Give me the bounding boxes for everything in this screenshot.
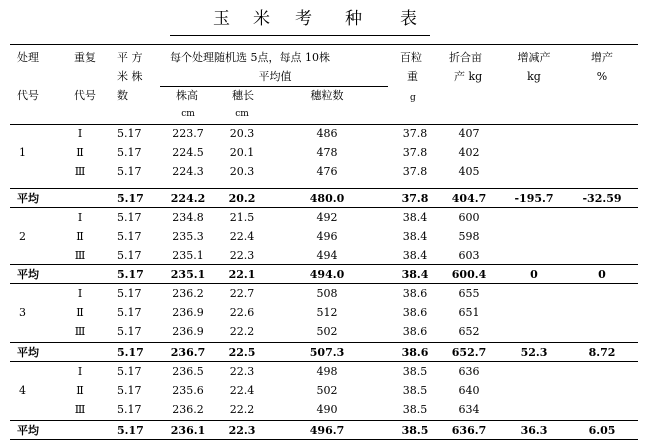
cell-rep: Ⅱ — [76, 384, 84, 397]
cell-kernels: 512 — [316, 306, 338, 319]
cell-kernels: 486 — [316, 127, 338, 140]
cell-kernels: 478 — [316, 146, 338, 159]
average-label: 平均 — [17, 424, 39, 437]
average-kernels: 507.3 — [309, 346, 345, 359]
cell-weight: 38.4 — [402, 230, 428, 243]
average-height: 235.1 — [170, 268, 206, 281]
cell-length: 22.3 — [229, 365, 255, 378]
header-change-1: 增减产 — [517, 51, 551, 64]
header-weight-unit: g — [410, 93, 416, 103]
cell-height: 234.8 — [172, 211, 204, 224]
cell-yield: 651 — [458, 306, 480, 319]
average-density: 5.17 — [117, 424, 144, 437]
title-underline — [170, 35, 430, 36]
cell-rep: Ⅱ — [76, 306, 84, 319]
average-weight: 38.5 — [401, 424, 429, 437]
cell-yield: 634 — [458, 403, 480, 416]
cell-height: 236.9 — [172, 306, 204, 319]
cell-yield: 636 — [458, 365, 480, 378]
average-row-bottom-rule — [10, 361, 638, 362]
cell-height: 236.2 — [172, 403, 204, 416]
cell-yield: 655 — [458, 287, 480, 300]
cell-yield: 603 — [458, 249, 480, 262]
cell-weight: 38.6 — [402, 306, 428, 319]
header-top-rule — [10, 44, 638, 45]
cell-height: 236.2 — [172, 287, 204, 300]
average-row-bottom-rule — [10, 207, 638, 208]
average-kernels: 496.7 — [309, 424, 345, 437]
average-yield: 652.7 — [451, 346, 487, 359]
header-change-2: kg — [527, 70, 541, 83]
average-length: 22.1 — [228, 268, 256, 281]
cell-density: 5.17 — [117, 325, 142, 338]
cell-weight: 37.8 — [402, 127, 428, 140]
cell-weight: 38.5 — [402, 384, 428, 397]
cell-length: 22.2 — [229, 325, 255, 338]
average-yield: 636.7 — [451, 424, 487, 437]
header-random-sample: 每个处理随机选 5点，每点 10株 — [170, 51, 330, 64]
title-char-2: 米 — [253, 9, 270, 29]
cell-height: 224.3 — [172, 165, 204, 178]
average-label: 平均 — [17, 346, 39, 359]
average-yield: 404.7 — [451, 192, 487, 205]
cell-length: 22.2 — [229, 403, 255, 416]
treatment-code: 3 — [19, 306, 26, 319]
header-change-pct-1: 增产 — [591, 51, 613, 64]
header-bottom-rule — [10, 124, 638, 125]
cell-yield: 405 — [458, 165, 480, 178]
cell-rep: Ⅲ — [74, 403, 86, 416]
header-rep-1: 重复 — [74, 51, 96, 64]
average-label: 平均 — [17, 192, 39, 205]
cell-density: 5.17 — [117, 403, 142, 416]
cell-height: 236.5 — [172, 365, 204, 378]
cell-yield: 600 — [458, 211, 480, 224]
cell-yield: 640 — [458, 384, 480, 397]
cell-rep: Ⅱ — [76, 230, 84, 243]
header-ear-length: 穗长 — [232, 89, 254, 102]
header-average: 平均值 — [258, 70, 292, 83]
average-density: 5.17 — [117, 268, 144, 281]
cell-yield: 402 — [458, 146, 480, 159]
average-yield: 600.4 — [451, 268, 487, 281]
average-height: 236.1 — [170, 424, 206, 437]
average-pct: 8.72 — [588, 346, 616, 359]
header-ear-height: 株高 — [176, 89, 198, 102]
average-row-top-rule — [10, 342, 638, 343]
cell-yield: 652 — [458, 325, 480, 338]
header-weight-1: 百粒 — [400, 51, 422, 64]
cell-kernels: 492 — [316, 211, 338, 224]
cell-rep: Ⅰ — [77, 287, 83, 300]
cell-yield: 407 — [458, 127, 480, 140]
cell-length: 20.3 — [229, 127, 255, 140]
average-row-bottom-rule — [10, 283, 638, 284]
average-change: 52.3 — [520, 346, 548, 359]
title-char-4: 种 — [345, 9, 362, 29]
treatment-code: 1 — [19, 146, 26, 159]
treatment-code: 2 — [19, 230, 26, 243]
cell-kernels: 496 — [316, 230, 338, 243]
average-row-bottom-rule — [10, 439, 638, 440]
header-weight-2: 重 — [407, 70, 418, 83]
average-weight: 38.6 — [401, 346, 429, 359]
header-density-1: 平 方 — [117, 51, 143, 64]
cell-yield: 598 — [458, 230, 480, 243]
cell-weight: 38.4 — [402, 211, 428, 224]
cell-kernels: 476 — [316, 165, 338, 178]
cell-density: 5.17 — [117, 384, 142, 397]
cell-density: 5.17 — [117, 165, 142, 178]
average-change: -195.7 — [514, 192, 554, 205]
treatment-code: 4 — [19, 384, 26, 397]
header-ear-height-unit: cm — [181, 109, 195, 119]
cell-density: 5.17 — [117, 211, 142, 224]
cell-density: 5.17 — [117, 365, 142, 378]
average-row-top-rule — [10, 264, 638, 265]
cell-length: 22.7 — [229, 287, 255, 300]
header-kernels: 穗粒数 — [310, 89, 344, 102]
average-weight: 38.4 — [401, 268, 429, 281]
title-char-5: 表 — [400, 9, 417, 29]
cell-kernels: 508 — [316, 287, 338, 300]
cell-density: 5.17 — [117, 127, 142, 140]
header-ear-length-unit: cm — [235, 109, 249, 119]
cell-weight: 37.8 — [402, 165, 428, 178]
average-change: 0 — [530, 268, 538, 281]
average-length: 20.2 — [228, 192, 256, 205]
cell-height: 236.9 — [172, 325, 204, 338]
cell-rep: Ⅲ — [74, 325, 86, 338]
header-change-pct-2: % — [596, 70, 608, 83]
cell-rep: Ⅰ — [77, 127, 83, 140]
cell-kernels: 494 — [316, 249, 338, 262]
title-char-1: 玉 — [213, 9, 230, 29]
cell-rep: Ⅲ — [74, 249, 86, 262]
cell-rep: Ⅲ — [74, 165, 86, 178]
cell-kernels: 502 — [316, 384, 338, 397]
cell-kernels: 502 — [316, 325, 338, 338]
cell-rep: Ⅰ — [77, 211, 83, 224]
cell-weight: 38.5 — [402, 403, 428, 416]
cell-length: 22.4 — [229, 384, 255, 397]
header-density-3: 数 — [117, 89, 128, 102]
average-pct: 6.05 — [588, 424, 616, 437]
average-weight: 37.8 — [401, 192, 429, 205]
average-length: 22.5 — [228, 346, 256, 359]
cell-length: 22.3 — [229, 249, 255, 262]
cell-length: 20.1 — [229, 146, 255, 159]
cell-density: 5.17 — [117, 306, 142, 319]
average-kernels: 480.0 — [309, 192, 345, 205]
header-yield-2: 产 kg — [454, 70, 483, 83]
cell-length: 20.3 — [229, 165, 255, 178]
cell-kernels: 498 — [316, 365, 338, 378]
cell-height: 235.1 — [172, 249, 204, 262]
average-row-top-rule — [10, 188, 638, 189]
cell-length: 22.4 — [229, 230, 255, 243]
average-pct: 0 — [598, 268, 606, 281]
average-pct: -32.59 — [582, 192, 622, 205]
average-label: 平均 — [17, 268, 39, 281]
cell-height: 235.6 — [172, 384, 204, 397]
header-treatment-1: 处理 — [17, 51, 39, 64]
header-sub-rule — [160, 86, 388, 87]
cell-weight: 38.4 — [402, 249, 428, 262]
header-treatment-2: 代号 — [17, 89, 39, 102]
average-density: 5.17 — [117, 346, 144, 359]
cell-density: 5.17 — [117, 230, 142, 243]
cell-rep: Ⅱ — [76, 146, 84, 159]
cell-length: 21.5 — [229, 211, 255, 224]
cell-rep: Ⅰ — [77, 365, 83, 378]
cell-kernels: 490 — [316, 403, 338, 416]
average-density: 5.17 — [117, 192, 144, 205]
average-length: 22.3 — [228, 424, 256, 437]
average-height: 224.2 — [170, 192, 206, 205]
average-kernels: 494.0 — [309, 268, 345, 281]
cell-height: 223.7 — [172, 127, 204, 140]
cell-weight: 38.6 — [402, 325, 428, 338]
average-row-top-rule — [10, 420, 638, 421]
title-char-3: 考 — [295, 9, 312, 29]
cell-weight: 38.5 — [402, 365, 428, 378]
cell-weight: 38.6 — [402, 287, 428, 300]
cell-density: 5.17 — [117, 146, 142, 159]
cell-density: 5.17 — [117, 249, 142, 262]
header-density-2: 米 株 — [117, 70, 143, 83]
average-height: 236.7 — [170, 346, 206, 359]
average-change: 36.3 — [520, 424, 548, 437]
cell-density: 5.17 — [117, 287, 142, 300]
header-yield-1: 折合亩 — [449, 51, 482, 64]
cell-weight: 37.8 — [402, 146, 428, 159]
cell-height: 224.5 — [172, 146, 204, 159]
cell-height: 235.3 — [172, 230, 204, 243]
header-rep-2: 代号 — [74, 89, 96, 102]
cell-length: 22.6 — [229, 306, 255, 319]
